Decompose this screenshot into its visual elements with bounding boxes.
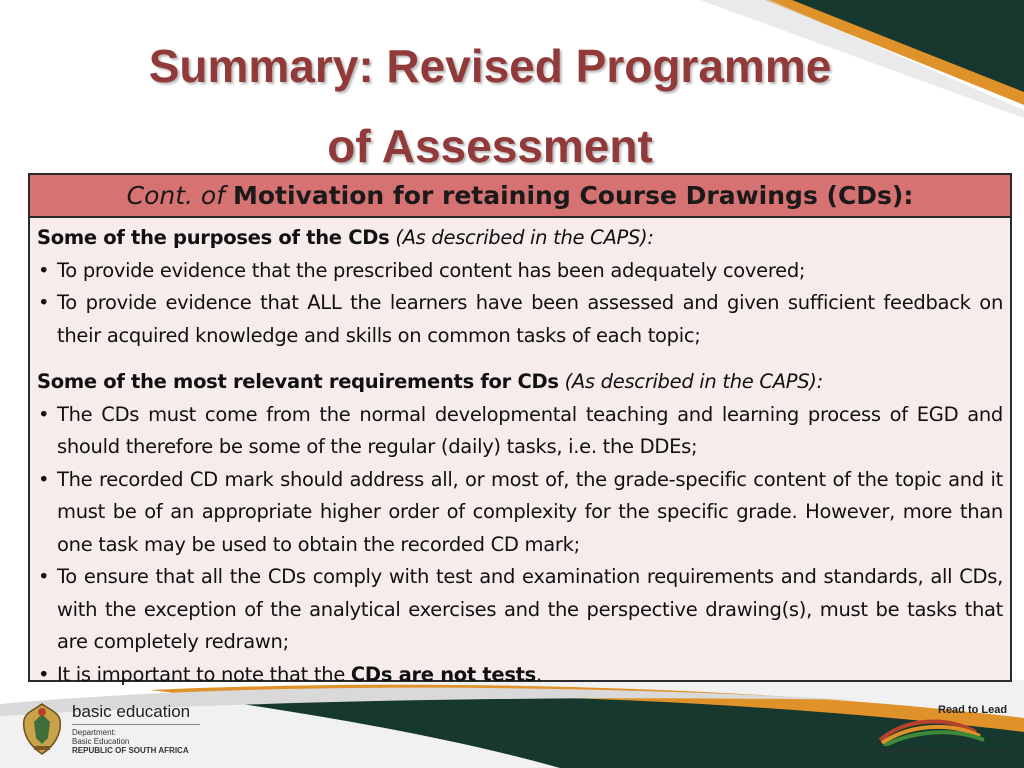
bullet-icon: • [38, 662, 50, 686]
list-item [37, 399, 1003, 464]
bullet-icon: • [38, 565, 50, 588]
list-item [37, 561, 1003, 659]
purposes-list [37, 255, 1003, 353]
coat-of-arms-icon [20, 700, 64, 758]
section-purposes-heading-bold: Some of the purposes of the CDs [37, 226, 390, 249]
list-item-text: The recorded CD mark should address all, or most of, the grade-specific content of the topic and it must be of an appropriate higher order of complexity for the specific grade. However, more than one task may be used to obtain the recorded CD mark; [57, 467, 1003, 556]
slide-title [80, 26, 900, 186]
read-to-lead-label: Read to Lead [938, 704, 1008, 716]
read-to-lead-logo [876, 702, 1010, 762]
section-purposes-heading-italic: (As described in the CAPS): [395, 226, 654, 249]
list-item [37, 287, 1003, 352]
list-item [37, 659, 1003, 692]
read-to-lead-tagline: A Reading Nation is a Leading Nation [880, 746, 1005, 755]
section-purposes-heading [37, 222, 1003, 255]
list-item [37, 255, 1003, 288]
list-item-text: To provide evidence that ALL the learners have been assessed and given sufficient feedback on their acquired knowledge and skills on common tasks of each topic; [57, 291, 1003, 347]
section-requirements-heading-bold: Some of the most relevant requirements for CDs [37, 370, 559, 393]
bullet-icon: • [38, 258, 50, 282]
section-requirements-heading-italic: (As described in the CAPS): [564, 370, 823, 393]
header-bold: Motivation for retaining Course Drawings (CDs): [232, 181, 914, 210]
book-swoosh-icon [876, 710, 1010, 746]
dbe-line-3: REPUBLIC OF SOUTH AFRICA [72, 746, 189, 755]
content-box [28, 173, 1012, 686]
list-item-text: The CDs must come from the normal developmental teaching and learning process of EGD and should therefore be some of the regular (daily) tasks, i.e. the DDEs; [57, 402, 1003, 458]
list-item-text: It is important to note that the [57, 662, 346, 686]
dbe-divider [72, 724, 200, 725]
title-line-2: of Assessment [327, 120, 653, 172]
dbe-line-1: Department: [72, 728, 117, 737]
list-item-period: . [535, 662, 542, 686]
dbe-line-2: Basic Education [72, 737, 130, 746]
list-item-text: To provide evidence that the prescribed content has been adequately covered; [57, 258, 806, 282]
list-item-text: To ensure that all the CDs comply with test and examination requirements and standards, all CDs, with the exception of the analytical exercises and the perspective drawing(s), must be tasks that are completely redrawn; [57, 565, 1003, 653]
header-italic: Cont. of [126, 181, 226, 210]
bullet-icon: • [38, 291, 50, 314]
section-requirements-heading [37, 366, 1003, 399]
bullet-icon: • [38, 467, 50, 491]
bullet-icon: • [38, 402, 50, 426]
box-content [30, 218, 1010, 691]
requirements-list [37, 399, 1003, 692]
list-item-emphasis: CDs are not tests [350, 662, 536, 686]
list-item [37, 464, 1003, 562]
dbe-logo [20, 700, 220, 758]
title-line-1: Summary: Revised Programme [148, 40, 832, 92]
box-header [30, 175, 1010, 218]
dbe-name: basic education [72, 702, 191, 721]
